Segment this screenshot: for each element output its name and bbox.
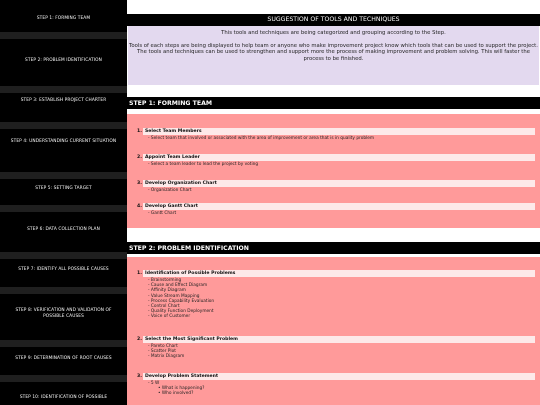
step-title: Select the Most Significant Problem xyxy=(143,336,535,343)
step-title: Select Team Members xyxy=(143,128,535,135)
intro-text-1: This tools and techniques are being categorized and grouping according to the Step. xyxy=(221,30,446,36)
step-title: Develop Gantt Chart xyxy=(143,203,535,210)
section-body-step-1 xyxy=(127,114,540,228)
tool-text: - Organization Chart xyxy=(148,188,192,193)
step-sidebar xyxy=(0,0,127,405)
step-item xyxy=(137,128,535,141)
sidebar-separator xyxy=(0,122,127,129)
sidebar-separator xyxy=(0,172,127,179)
tool-text: - Gantt Chart xyxy=(148,211,177,216)
tool-text: - Select a team leader to lead the project by voting xyxy=(148,162,259,167)
step-title: Develop Organization Chart xyxy=(143,180,535,187)
sidebar-item-step-1[interactable]: STEP 1: FORMING TEAM xyxy=(36,16,91,21)
tool-text: - Brainstorming xyxy=(148,278,182,283)
section-body-step-2 xyxy=(127,257,540,405)
step-number: 2. xyxy=(137,337,142,342)
step-tools xyxy=(143,136,535,141)
step-item xyxy=(137,180,535,193)
tool-text: - Value Stream Mapping xyxy=(148,293,200,299)
sidebar-separator xyxy=(0,86,127,93)
sidebar-item-step-10[interactable]: STEP 10: IDENTIFICATION OF POSSIBLE xyxy=(19,395,108,400)
sidebar-item-step-4[interactable]: STEP 4: UNDERSTANDING CURRENT SITUATION xyxy=(10,139,117,144)
step-number: 3. xyxy=(137,374,142,379)
step-title: Develop Problem Statement xyxy=(143,373,535,380)
top-strip xyxy=(127,0,540,14)
step-tools xyxy=(143,344,535,360)
tool-text: - Quality Function Deployment xyxy=(148,309,214,315)
intro-panel xyxy=(128,26,539,85)
main-content xyxy=(127,0,540,405)
step-number: 2. xyxy=(137,155,142,160)
sidebar-item-step-5[interactable]: STEP 5: SETTING TARGET xyxy=(35,186,92,191)
step-tools xyxy=(143,188,535,193)
tool-text: - Pareto Chart xyxy=(148,344,178,349)
step-number: 1. xyxy=(137,129,142,134)
bullet-text: Who involved? xyxy=(161,391,194,397)
step-item xyxy=(137,203,535,216)
step-item xyxy=(137,154,535,167)
step-item xyxy=(137,373,535,397)
tool-text: - Voice of Customer xyxy=(148,314,191,320)
section-heading-step-2: STEP 2: PROBLEM IDENTIFICATION xyxy=(127,242,540,254)
sidebar-item-step-2[interactable]: STEP 2: PROBLEM IDENTIFICATION xyxy=(25,58,102,63)
bullet-item: • What is happening? xyxy=(158,386,205,392)
tool-text: - Select team that involved or associated with the area of improvement or area that is in quality problem xyxy=(148,136,375,141)
sidebar-item-step-8[interactable]: STEP 8: VERIFICATION AND VALIDATION OF POSSIBLE CAUSES xyxy=(15,308,112,319)
sidebar-separator xyxy=(0,287,127,294)
sidebar-separator xyxy=(0,340,127,347)
step-number: 3. xyxy=(137,181,142,186)
step-title: Identification of Possible Problems xyxy=(143,270,535,277)
sidebar-item-step-9[interactable]: STEP 9: DETERMINATION OF ROOT CAUSES xyxy=(15,356,112,361)
intro-text-2: Tools of each steps are being displayed to help team or anyone who make improvement project know which tools that can be used to support the project. xyxy=(129,42,538,49)
tool-text: - Control Chart xyxy=(148,304,180,310)
sidebar-separator xyxy=(0,375,127,382)
tool-text: - Process Capability Evaluation xyxy=(148,298,215,304)
sidebar-item-step-3[interactable]: STEP 3: ESTABLISH PROJECT CHARTER xyxy=(20,98,107,103)
step-title: Appoint Team Leader xyxy=(143,154,535,161)
step-number: 1. xyxy=(137,271,142,276)
step-tools xyxy=(143,278,535,320)
tool-text: - Cause and Effect Diagram xyxy=(148,283,208,289)
sidebar-item-step-6[interactable]: STEP 6: DATA COLLECTION PLAN xyxy=(27,227,100,232)
bullet-item: • Who involved? xyxy=(158,391,194,397)
step-tools xyxy=(143,162,535,167)
bullet-text: What is happening? xyxy=(161,386,205,392)
tool-text: - Scatter Plot xyxy=(148,349,176,355)
intro-text-3: The tools and techniques can be used to strengthen and support more the process of making improvement and problem solving. This will faster the process to be finished. xyxy=(136,49,530,62)
step-tools xyxy=(143,381,535,397)
sidebar-separator xyxy=(0,32,127,39)
tool-text: - Affinity Diagram xyxy=(148,288,186,294)
step-tools xyxy=(143,211,535,216)
page-title: SUGGESTION OF TOOLS AND TECHNIQUES xyxy=(127,14,540,26)
tool-text: - Matrix Diagram xyxy=(148,354,185,360)
sidebar-separator xyxy=(0,252,127,259)
sidebar-item-step-7[interactable]: STEP 7: IDENTIFY ALL POSSIBLE CAUSES xyxy=(18,267,109,272)
sidebar-separator xyxy=(0,205,127,212)
section-heading-step-1: STEP 1: FORMING TEAM xyxy=(127,97,540,109)
step-number: 4. xyxy=(137,204,142,209)
step-item xyxy=(137,270,535,320)
step-item xyxy=(137,336,535,360)
tool-text: - 5 W xyxy=(148,381,160,386)
